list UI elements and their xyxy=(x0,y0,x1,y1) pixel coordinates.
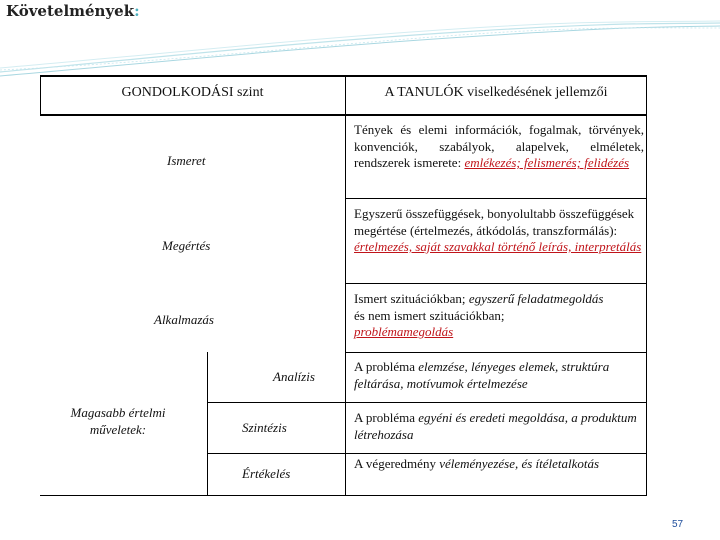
row-label-alkalmazas: Alkalmazás xyxy=(154,312,214,327)
row-label-ertekeles: Értékelés xyxy=(242,466,291,481)
page-number: 57 xyxy=(672,519,684,530)
row-desc-analizis xyxy=(354,359,644,392)
row-desc-ertekeles xyxy=(354,456,644,473)
alkalmazas-desc-highlight: problémamegoldás xyxy=(354,324,454,339)
page-title xyxy=(6,2,140,20)
row-label-magasabb-ertelmi-muveletek: Magasabb értelmi műveletek: xyxy=(70,405,166,437)
row-label-analizis: Analízis xyxy=(273,369,315,384)
requirements-table xyxy=(40,75,647,495)
alkalmazas-desc-1: Ismert szituációkban; xyxy=(354,291,466,306)
row-desc-ismeret xyxy=(354,122,644,172)
ismeret-desc-highlight: emlékezés; felismerés; felidézés xyxy=(464,155,630,170)
title-text: Követelmények xyxy=(6,2,135,20)
header-tanulok-jellemzoi: A TANULÓK viselkedésének jellemzői xyxy=(384,85,608,100)
analizis-desc-1: A probléma xyxy=(354,359,416,374)
row-label-ismeret: Ismeret xyxy=(167,153,206,168)
alkalmazas-desc-2: egyszerű feladatmegoldás xyxy=(468,291,604,306)
row-desc-megertes xyxy=(354,206,644,256)
ismeret-desc-text: Tények és elemi információk, fogalmak, törvények, konvenciók, szabályok, alapelvek, elméletek, rendszerek ismerete: xyxy=(354,122,644,170)
row-label-megertes: Megértés xyxy=(162,238,211,253)
ertekeles-desc-1: A végeredmény xyxy=(354,456,436,471)
analizis-desc-2: elemzése, lényeges elemek, struktúra feltárása, motívumok értelmezése xyxy=(354,359,610,391)
row-desc-alkalmazas xyxy=(354,291,604,341)
szintezis-desc-2: egyéni és eredeti megoldása, a produktum létrehozása xyxy=(354,410,637,442)
megertes-desc-text: Egyszerű összefüggések, bonyolultabb összefüggések megértése (értelmezés, átkódolás, transzformálás): xyxy=(354,206,635,238)
ertekeles-desc-2: véleményezése, és ítéletalkotás xyxy=(439,456,600,471)
title-colon: : xyxy=(134,2,140,20)
row-label-szintezis: Szintézis xyxy=(242,420,287,435)
decorative-wave xyxy=(0,20,720,80)
szintezis-desc-1: A probléma xyxy=(354,410,416,425)
alkalmazas-desc-3: és nem ismert szituációkban; xyxy=(354,307,505,323)
megertes-desc-highlight: értelmezés, saját szavakkal történő leírás, interpretálás xyxy=(354,239,642,254)
row-desc-szintezis xyxy=(354,410,644,443)
header-gondolkodasi-szint: GONDOLKODÁSI szint xyxy=(121,85,264,100)
